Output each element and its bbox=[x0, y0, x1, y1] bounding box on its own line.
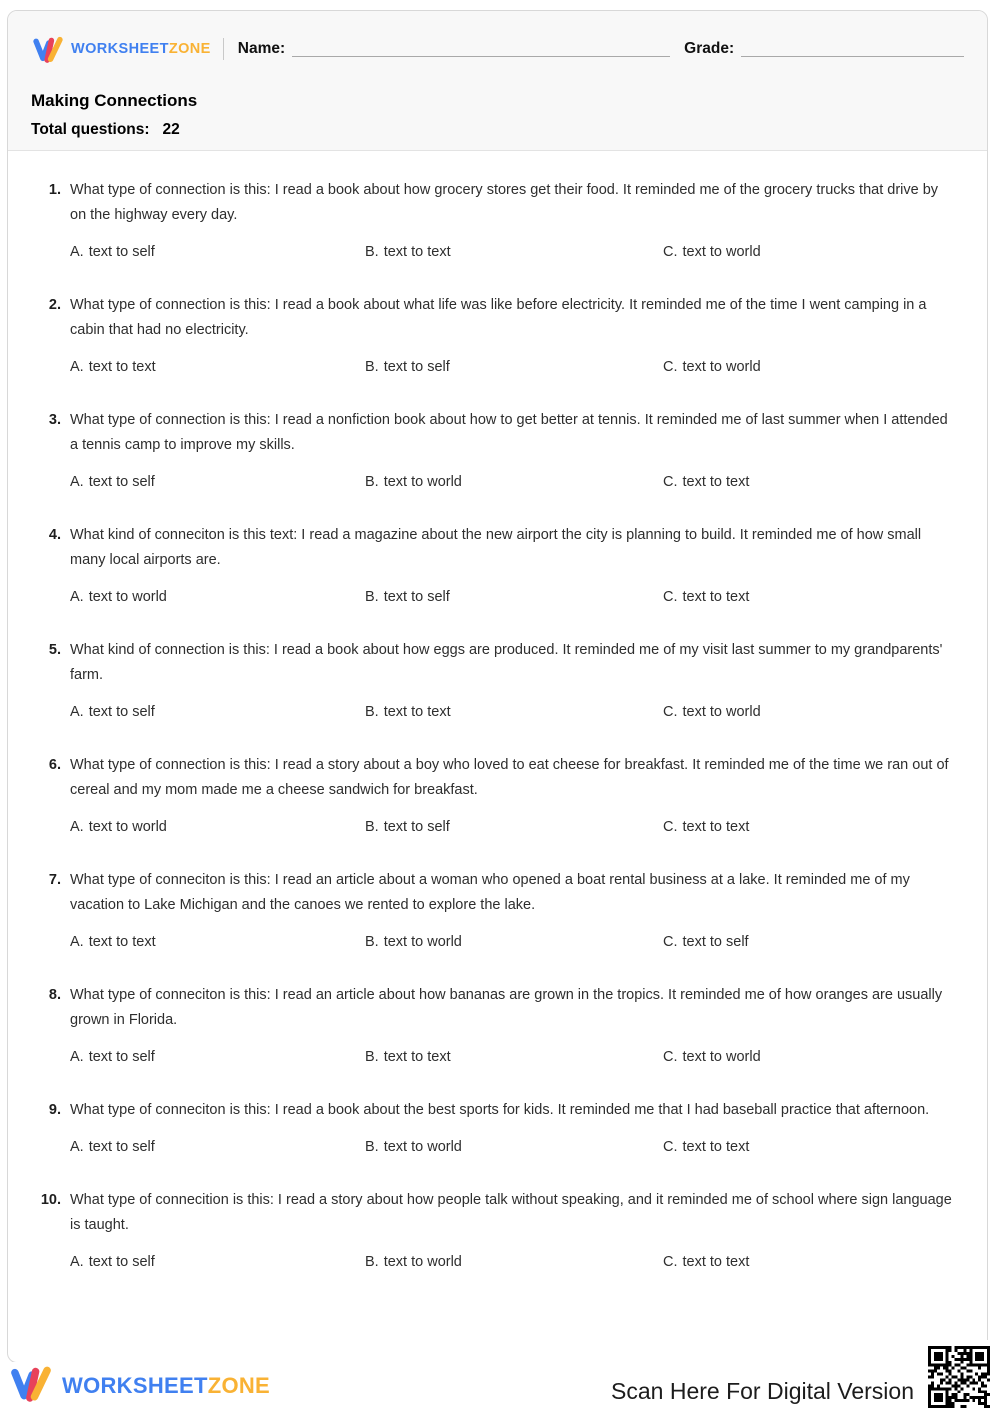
question-block bbox=[37, 293, 962, 377]
option bbox=[70, 1047, 365, 1067]
question-text: What type of conneciton is this: I read an article about how bananas are grown in the tropics. It reminded me of how oranges are usually grown in Florida. bbox=[70, 987, 943, 1028]
option-text: text to self bbox=[383, 359, 450, 375]
option bbox=[663, 702, 962, 722]
option bbox=[70, 357, 365, 377]
question-number: 5. bbox=[48, 642, 61, 658]
question-text: What type of connection is this: I read a story about a boy who loved to eat cheese for breakfast. It reminded me of the time we ran out of cereal and my mom made me a cheese sandwich for breakfast. bbox=[70, 757, 949, 798]
options-row bbox=[70, 932, 962, 952]
option bbox=[70, 472, 365, 492]
option bbox=[70, 817, 365, 837]
option bbox=[663, 357, 962, 377]
option-letter: B. bbox=[365, 474, 379, 490]
worksheetzone-w-logo-icon bbox=[31, 32, 65, 66]
options-row bbox=[70, 1252, 962, 1272]
option bbox=[663, 1047, 962, 1067]
option-text: text to self bbox=[88, 1139, 155, 1155]
question-block bbox=[37, 178, 962, 262]
option-letter: A. bbox=[70, 1049, 84, 1065]
option-text: text to text bbox=[682, 474, 750, 490]
option-text: text to text bbox=[682, 1139, 750, 1155]
option-letter: B. bbox=[365, 1139, 379, 1155]
question-text: What kind of connection is this: I read a book about how eggs are produced. It reminded me of my visit last summer to my grandparents' farm. bbox=[70, 642, 943, 683]
options-row bbox=[70, 472, 962, 492]
option-text: text to world bbox=[88, 589, 167, 605]
option-letter: C. bbox=[663, 474, 678, 490]
question-number: 1. bbox=[48, 182, 61, 198]
option-letter: A. bbox=[70, 244, 84, 260]
option-text: text to world bbox=[682, 704, 761, 720]
option-text: text to world bbox=[682, 1049, 761, 1065]
question-number: 7. bbox=[48, 872, 61, 888]
brand-name: WORKSHEETZONE bbox=[71, 41, 211, 57]
option bbox=[70, 587, 365, 607]
question-text: What type of conneciton is this: I read a book about the best sports for kids. It reminded me that I had baseball practice that afternoon. bbox=[70, 1102, 930, 1118]
total-questions-value: 22 bbox=[162, 121, 180, 138]
option-letter: B. bbox=[365, 589, 379, 605]
options-row bbox=[70, 587, 962, 607]
question-block bbox=[37, 523, 962, 607]
option-letter: C. bbox=[663, 704, 678, 720]
question-block bbox=[37, 983, 962, 1067]
page-title: Making Connections bbox=[31, 91, 198, 110]
options-row bbox=[70, 1047, 962, 1067]
option bbox=[663, 472, 962, 492]
option-letter: A. bbox=[70, 589, 84, 605]
option-letter: B. bbox=[365, 359, 379, 375]
option bbox=[70, 242, 365, 262]
option bbox=[365, 932, 663, 952]
option-letter: A. bbox=[70, 819, 84, 835]
question-text: What type of connecition is this: I read a story about how people talk without speaking, and it reminded me of school where sign language is taught. bbox=[70, 1192, 952, 1233]
option-letter: A. bbox=[70, 704, 84, 720]
option-text: text to self bbox=[682, 934, 749, 950]
option-text: text to world bbox=[682, 244, 761, 260]
option-text: text to text bbox=[88, 934, 156, 950]
total-questions bbox=[31, 121, 964, 139]
grade-label: Grade: bbox=[684, 40, 735, 57]
total-questions-label: Total questions: bbox=[31, 121, 150, 138]
question-number: 4. bbox=[48, 527, 61, 543]
question-number: 10. bbox=[40, 1192, 61, 1208]
option bbox=[365, 472, 663, 492]
option-letter: B. bbox=[365, 244, 379, 260]
option-letter: A. bbox=[70, 1254, 84, 1270]
option bbox=[70, 932, 365, 952]
option-text: text to text bbox=[383, 1049, 451, 1065]
option-text: text to world bbox=[383, 934, 462, 950]
options-row bbox=[70, 357, 962, 377]
option-letter: B. bbox=[365, 934, 379, 950]
option bbox=[663, 1252, 962, 1272]
header-divider bbox=[223, 38, 224, 60]
name-label: Name: bbox=[237, 40, 286, 57]
question-number: 3. bbox=[48, 412, 61, 428]
option-letter: B. bbox=[365, 819, 379, 835]
question-text: What type of connection is this: I read a book about how grocery stores get their food. It reminded me of the grocery trucks that drive by on the highway every day. bbox=[70, 182, 939, 223]
question-number: 8. bbox=[48, 987, 61, 1003]
option-letter: B. bbox=[365, 1049, 379, 1065]
options-row bbox=[70, 702, 962, 722]
option bbox=[663, 1137, 962, 1157]
option bbox=[365, 817, 663, 837]
grade-line bbox=[741, 41, 964, 57]
question-number: 9. bbox=[48, 1102, 61, 1118]
page-footer bbox=[0, 1362, 1000, 1414]
question-block bbox=[37, 1188, 962, 1272]
scan-here-text: Scan Here For Digital Version bbox=[611, 1378, 914, 1404]
option bbox=[70, 702, 365, 722]
option-text: text to text bbox=[682, 589, 750, 605]
option-text: text to text bbox=[383, 244, 451, 260]
worksheet-card bbox=[7, 10, 988, 1363]
option bbox=[365, 587, 663, 607]
option-letter: B. bbox=[365, 704, 379, 720]
worksheetzone-w-logo-icon bbox=[8, 1360, 54, 1411]
options-row bbox=[70, 1137, 962, 1157]
option bbox=[70, 1252, 365, 1272]
brand-name: WORKSHEETZONE bbox=[62, 1372, 271, 1398]
footer-brand bbox=[8, 1360, 270, 1411]
option-text: text to text bbox=[88, 359, 156, 375]
question-number: 6. bbox=[48, 757, 61, 773]
option-text: text to self bbox=[88, 1049, 155, 1065]
option bbox=[365, 1252, 663, 1272]
option-letter: C. bbox=[663, 819, 678, 835]
question-block bbox=[37, 408, 962, 492]
option-text: text to world bbox=[682, 359, 761, 375]
option bbox=[365, 1137, 663, 1157]
option-text: text to self bbox=[383, 589, 450, 605]
option-text: text to world bbox=[383, 1254, 462, 1270]
option-letter: B. bbox=[365, 1254, 379, 1270]
option bbox=[663, 817, 962, 837]
option bbox=[365, 357, 663, 377]
option-letter: C. bbox=[663, 1254, 678, 1270]
options-row bbox=[70, 242, 962, 262]
option-text: text to world bbox=[383, 1139, 462, 1155]
option bbox=[365, 1047, 663, 1067]
option-text: text to text bbox=[383, 704, 451, 720]
options-row bbox=[70, 817, 962, 837]
qr-code-icon bbox=[924, 1340, 994, 1414]
option bbox=[663, 242, 962, 262]
option-letter: C. bbox=[663, 589, 678, 605]
question-block bbox=[37, 868, 962, 952]
option-text: text to self bbox=[88, 244, 155, 260]
question-text: What type of connection is this: I read a book about what life was like before electricity. It reminded me of the time I went camping in a cabin that had no electricity. bbox=[70, 297, 927, 338]
question-text: What type of connection is this: I read a nonfiction book about how to get better at tennis. It reminded me of last summer when I attended a tennis camp to improve my skills. bbox=[70, 412, 948, 453]
option bbox=[70, 1137, 365, 1157]
option-text: text to self bbox=[88, 474, 155, 490]
option-letter: C. bbox=[663, 934, 678, 950]
option bbox=[663, 587, 962, 607]
option-text: text to self bbox=[383, 819, 450, 835]
option-text: text to self bbox=[88, 1254, 155, 1270]
question-block bbox=[37, 1098, 962, 1157]
question-list bbox=[8, 151, 987, 1272]
option-letter: C. bbox=[663, 1049, 678, 1065]
option-text: text to self bbox=[88, 704, 155, 720]
option bbox=[365, 242, 663, 262]
question-text: What type of conneciton is this: I read an article about a woman who opened a boat rental business at a lake. It reminded me of my vacation to Lake Michigan and the canoes we rented to explore the lake. bbox=[70, 872, 910, 913]
question-block bbox=[37, 638, 962, 722]
worksheet-header bbox=[8, 11, 987, 151]
option bbox=[365, 702, 663, 722]
option-letter: A. bbox=[70, 934, 84, 950]
option-text: text to text bbox=[682, 819, 750, 835]
header-brand bbox=[31, 32, 211, 66]
option-letter: A. bbox=[70, 359, 84, 375]
question-number: 2. bbox=[48, 297, 61, 313]
option-letter: C. bbox=[663, 1139, 678, 1155]
option-text: text to text bbox=[682, 1254, 750, 1270]
option-letter: C. bbox=[663, 359, 678, 375]
option-letter: A. bbox=[70, 1139, 84, 1155]
option-text: text to world bbox=[88, 819, 167, 835]
option bbox=[663, 932, 962, 952]
option-letter: A. bbox=[70, 474, 84, 490]
question-block bbox=[37, 753, 962, 837]
question-text: What kind of conneciton is this text: I read a magazine about the new airport the city is planning to build. It reminded me of how small many local airports are. bbox=[70, 527, 922, 568]
name-line bbox=[292, 41, 670, 57]
option-letter: C. bbox=[663, 244, 678, 260]
option-text: text to world bbox=[383, 474, 462, 490]
